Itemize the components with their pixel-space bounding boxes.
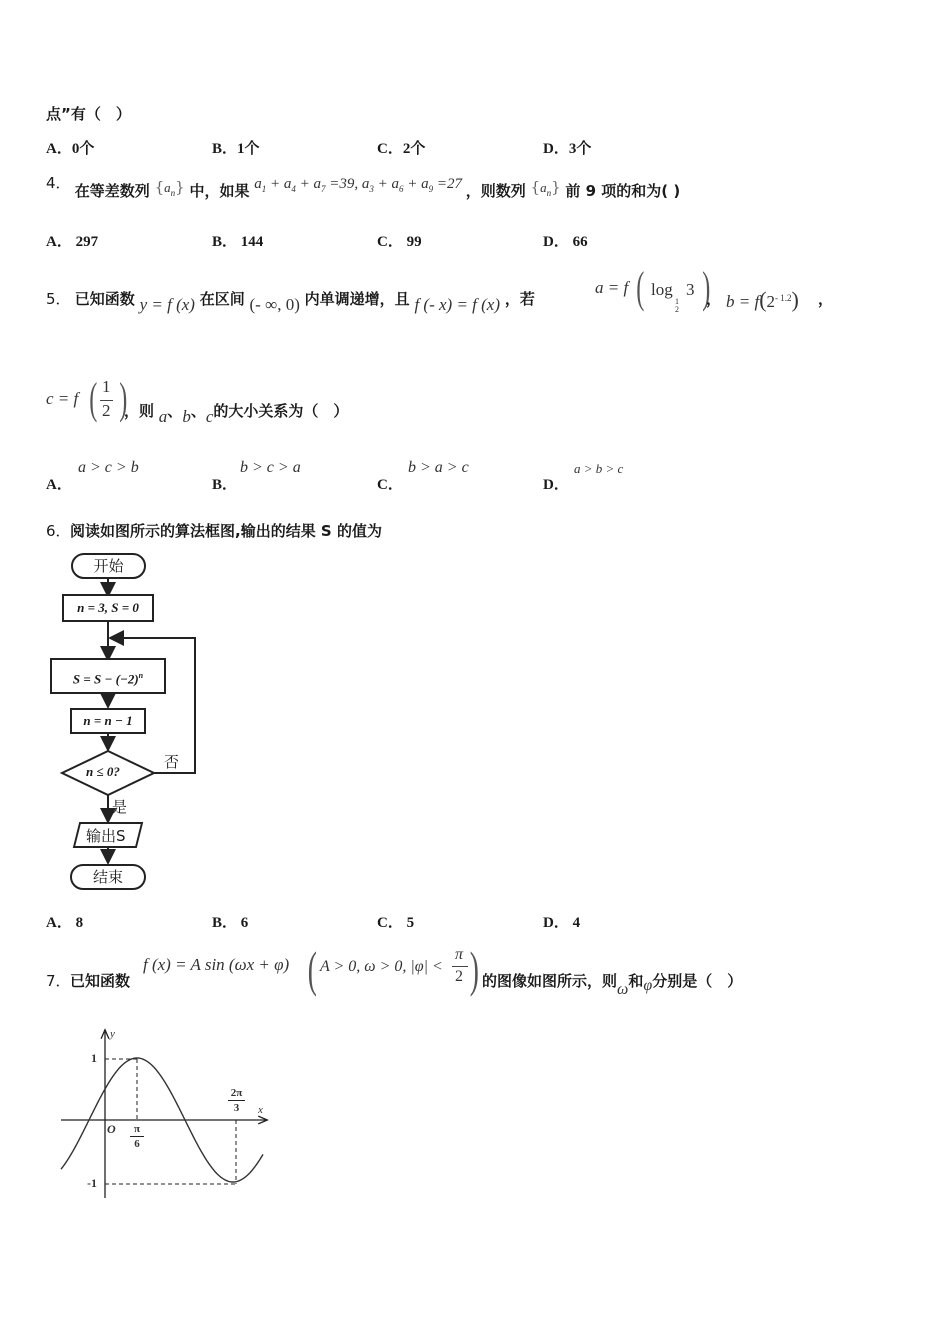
question-number: 7． — [46, 972, 71, 990]
question-5-stem-end: ，则 a、b、c的大小关系为（ ） — [124, 402, 349, 426]
b-definition: $b = f(2^{- 1.2})$ — [726, 287, 799, 312]
option-c[interactable]: C． 5 — [377, 915, 415, 931]
end-terminal: 结束 — [70, 864, 146, 890]
log-base: 1 2 — [675, 297, 679, 314]
no-label: 否 — [164, 753, 180, 771]
function-definition: f (x) = A sin (ωx + φ) — [143, 955, 290, 974]
flowchart — [46, 548, 216, 898]
option-d-math: a > b > c — [574, 461, 624, 476]
x-tick-2pi-over-3: 2π 3 — [228, 1086, 245, 1115]
question-3-tail: 点”有（ ） — [46, 105, 131, 123]
option-c[interactable]: C． — [377, 477, 403, 493]
function-y: y = f (x) — [139, 295, 195, 314]
question-number: 4． — [46, 174, 71, 192]
origin-label: O — [107, 1122, 116, 1136]
sine-graph — [58, 1028, 273, 1203]
x-axis-label: x — [258, 1104, 263, 1116]
option-c[interactable]: C． 99 — [377, 234, 422, 250]
fraction-bar — [452, 966, 468, 967]
condition-paren-right: ) — [469, 941, 479, 997]
question-7: 7．已知函数 — [46, 972, 131, 990]
question-number: 5． — [46, 290, 71, 308]
option-d[interactable]: D． 4 — [543, 915, 581, 931]
sequence-symbol: $\{a_n\}$ — [154, 178, 185, 198]
pi-denominator: 2 — [455, 968, 463, 985]
option-b[interactable]: B．1个 — [212, 141, 260, 157]
question-6: 6．阅读如图所示的算法框图,输出的结果 S 的值为 — [46, 522, 382, 540]
option-a-math: a > c > b — [78, 459, 139, 476]
yes-label: 是 — [112, 798, 128, 816]
option-a[interactable]: A． — [46, 477, 72, 493]
y-min-tick-label: -1 — [87, 1176, 97, 1190]
option-d[interactable]: D． 66 — [543, 234, 588, 250]
y-axis-label: y — [110, 1028, 115, 1040]
output-label: 输出S — [86, 827, 126, 845]
option-a[interactable]: A． 8 — [46, 915, 84, 931]
condition-paren-left: ( — [307, 941, 317, 997]
condition-equation: $a_1 + a_4 + a_7 =39$, $a_3 + a_6 + a_9 =27$ — [254, 176, 462, 194]
option-a[interactable]: A． 297 — [46, 234, 99, 250]
question-4: 4． 在等差数列 $\{a_n\}$ 中，如果 $a_1 + a_4 + a_7 =39$, $a_3 + a_6 + a_9 =27$ ，则数列 $\{a_n\}$ 前 9 项的和为( ) — [46, 174, 681, 200]
pi-numerator: π — [455, 946, 464, 963]
init-box: n = 3, S = 0 — [62, 594, 154, 622]
decrement-box: n = n − 1 — [70, 708, 146, 734]
y-max-tick-label: 1 — [91, 1051, 97, 1065]
x-tick-pi-over-6: π 6 — [130, 1122, 144, 1151]
interval: (- ∞, 0) — [249, 295, 300, 314]
option-d[interactable]: D．3个 — [543, 141, 592, 157]
update-box: $S = S - (-2)^n$ — [50, 658, 166, 694]
option-a[interactable]: A．0个 — [46, 141, 95, 157]
question-7-stem-end: 的图像如图所示，则ω和φ分别是（ ） — [482, 972, 743, 998]
option-d[interactable]: D． — [543, 477, 569, 493]
condition-diamond: n ≤ 0? — [86, 764, 120, 779]
option-b[interactable]: B． — [212, 477, 238, 493]
start-terminal: 开始 — [71, 553, 146, 579]
option-c-math: b > a > c — [408, 459, 469, 476]
even-condition: f (- x) = f (x) — [414, 295, 501, 314]
sequence-symbol: $\{a_n\}$ — [530, 178, 561, 198]
question-5: 5． 已知函数 y = f (x) 在区间 (- ∞, 0) 内单调递增，且 f (- x) = f (x) ，若 — [46, 290, 535, 314]
option-b[interactable]: B． 144 — [212, 234, 264, 250]
option-c[interactable]: C．2个 — [377, 141, 426, 157]
option-b-math: b > c > a — [240, 459, 301, 476]
option-b[interactable]: B． 6 — [212, 915, 249, 931]
question-number: 6． — [46, 522, 71, 540]
condition-text: A > 0, ω > 0, |φ| < — [320, 958, 443, 975]
